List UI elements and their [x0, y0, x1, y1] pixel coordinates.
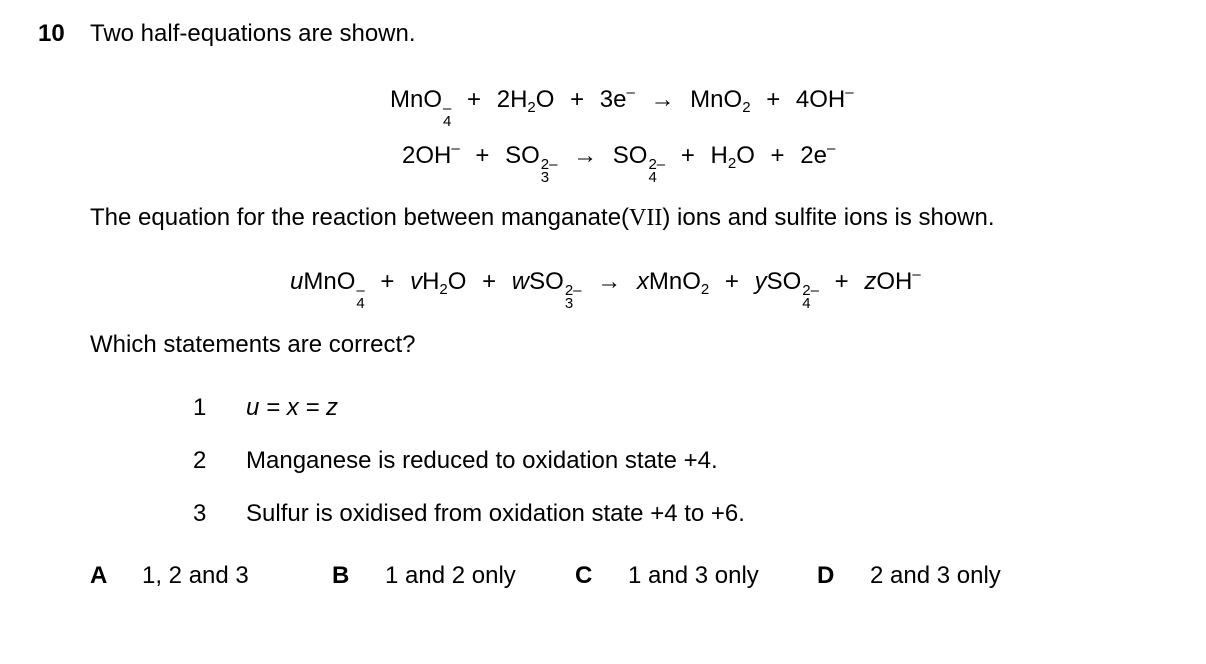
eq1-product-mno2: MnO$_2$	[690, 86, 751, 116]
answer-option-b[interactable]	[332, 562, 349, 590]
answer-option-c[interactable]	[575, 562, 592, 590]
overall-term-sulfite: wSO 2– 3	[511, 268, 582, 312]
plus-sign: +	[467, 86, 482, 113]
statement-number: 3	[193, 500, 207, 527]
half-equation-2	[402, 142, 835, 184]
eq2-product-sulfate: SO 2– 4	[612, 142, 666, 186]
option-text: 1 and 3 only	[628, 562, 759, 589]
plus-sign: +	[724, 268, 739, 295]
eq2-product-water: $H_2O$	[710, 142, 755, 172]
statement-number: 2	[193, 447, 207, 474]
plus-sign: +	[475, 142, 490, 169]
answer-option-a[interactable]	[90, 562, 107, 590]
plus-sign: +	[680, 142, 695, 169]
plus-sign: +	[380, 268, 395, 295]
plus-sign: +	[770, 142, 785, 169]
reaction-intro: The equation for the reaction between manganate(VII) ions and sulfite ions is shown.	[90, 204, 995, 231]
plus-sign: +	[834, 268, 849, 295]
eq2-product-electrons: 2e–	[800, 140, 836, 169]
plus-sign: +	[570, 86, 585, 113]
eq1-product-hydroxide: 4OH–	[795, 84, 854, 113]
overall-term-sulfate: ySO 2– 4	[754, 268, 819, 312]
option-letter: D	[817, 562, 835, 589]
question-number: 10	[38, 20, 65, 47]
overall-term-mno4: uMnO – 4	[290, 268, 365, 312]
option-text: 1, 2 and 3	[142, 562, 249, 589]
plus-sign: +	[766, 86, 781, 113]
eq2-reactant-hydroxide: 2OH–	[402, 140, 460, 169]
option-letter: C	[575, 562, 593, 589]
eq1-reactant-mno4: MnO – 4	[390, 86, 452, 130]
half-equation-1	[390, 86, 854, 128]
overall-term-water: $vH_2O$	[410, 268, 467, 298]
answer-option-d[interactable]	[817, 562, 834, 590]
option-letter: A	[90, 562, 108, 589]
option-text: 2 and 3 only	[870, 562, 1001, 589]
statement-text: u = x = z	[246, 394, 339, 421]
statement-number: 1	[193, 394, 207, 421]
eq1-reactant-water: $2H_2O$	[496, 86, 555, 116]
eq2-reactant-sulfite: SO 2– 3	[505, 142, 558, 186]
statement-text: Manganese is reduced to oxidation state +4.	[246, 447, 718, 474]
overall-term-hydroxide: zOH–	[864, 266, 921, 295]
reaction-arrow: →	[650, 86, 675, 113]
overall-term-mno2: xMnO$_2$	[636, 268, 710, 298]
reaction-arrow: →	[573, 142, 598, 169]
question-stem: Two half-equations are shown.	[90, 20, 416, 47]
eq1-reactant-electrons: 3e–	[599, 84, 635, 113]
overall-equation	[290, 268, 921, 310]
option-letter: B	[332, 562, 350, 589]
plus-sign: +	[482, 268, 497, 295]
question-prompt: Which statements are correct?	[90, 331, 416, 358]
reaction-arrow: →	[597, 268, 622, 295]
statement-text: Sulfur is oxidised from oxidation state +4 to +6.	[246, 500, 745, 527]
option-text: 1 and 2 only	[385, 562, 516, 589]
